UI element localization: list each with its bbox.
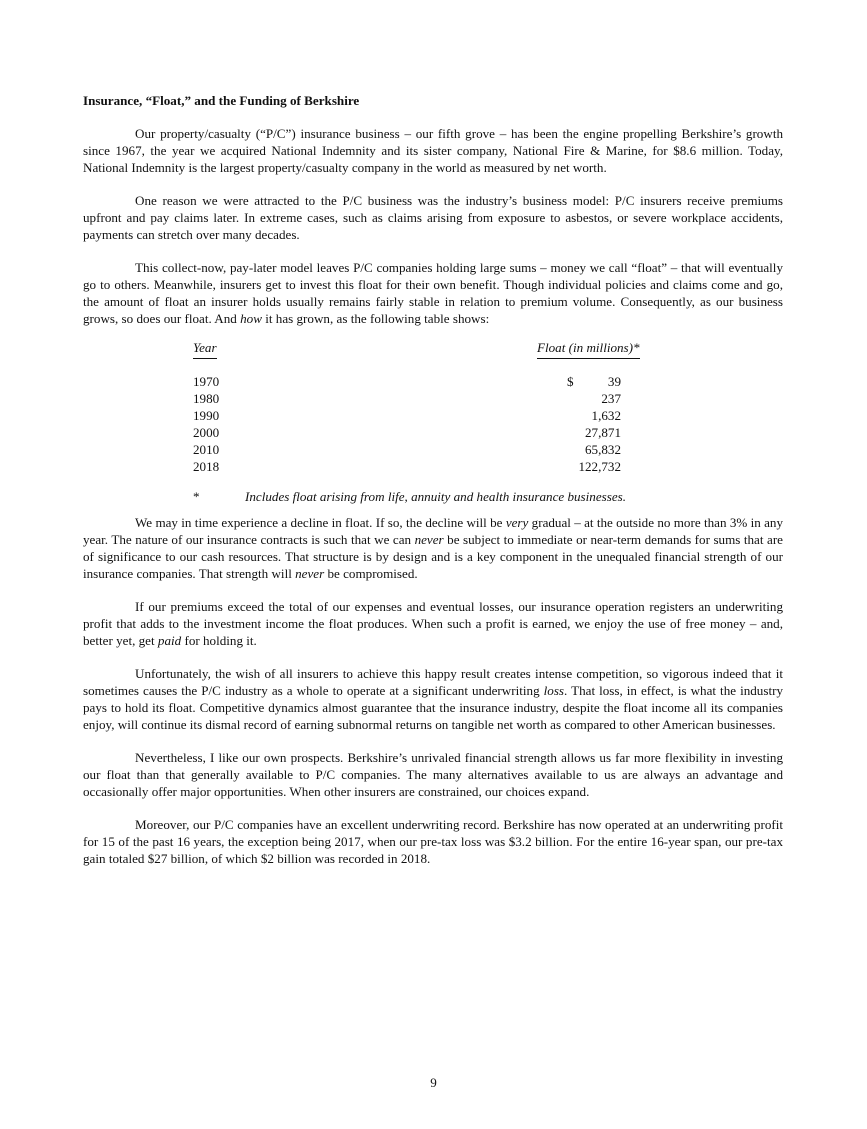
paragraph-8: Moreover, our P/C companies have an excellent underwriting record. Berkshire has now operated at an underwriting profit for 15 of the past 16 years, the exception being 2017, when our pre-tax loss was $3.2 billion. For the entire 16-year span, our pre-tax gain totaled $27 billion, of which $2 billion was recorded in 2018. <box>83 817 783 866</box>
year-cell: 1980 <box>193 391 220 406</box>
table-row <box>83 441 783 458</box>
float-cell: 27,871 <box>584 425 621 440</box>
table-row <box>83 373 783 390</box>
float-cell: 237 <box>601 391 621 406</box>
paragraph-4: We may in time experience a decline in float. If so, the decline will be very gradual – at the outside no more than 3% in any year. The nature of our insurance contracts is such that we can never be subject to immediate or near-term demands for sums that are of significance to our cash resources. That structure is by design and is a key component in the unequaled financial strength of our insurance companies. That strength will never be compromised. <box>83 515 783 581</box>
paragraph-1: Our property/casualty (“P/C”) insurance business – our fifth grove – has been the engine propelling Berkshire’s growth since 1967, the year we acquired National Indemnity and its sister company, National Fire & Marine, for $8.6 million. Today, National Indemnity is the largest property/casualty company in the world as measured by net worth. <box>83 126 783 175</box>
footnote-text: Includes float arising from life, annuity and health insurance businesses. <box>245 489 627 504</box>
document-body <box>83 92 783 883</box>
currency-symbol: $ <box>567 374 574 389</box>
section-heading: Insurance, “Float,” and the Funding of Berkshire <box>83 93 360 108</box>
float-cell: 122,732 <box>578 459 621 474</box>
year-cell: 2018 <box>193 459 220 474</box>
year-cell: 1970 <box>193 374 220 389</box>
float-cell: 1,632 <box>591 408 621 423</box>
paragraph-7: Nevertheless, I like our own prospects. Berkshire’s unrivaled financial strength allows us far more flexibility in investing our float than that generally available to P/C companies. The many alternatives available to us are always an advantage and occasionally offer major opportunities. When other insurers are constrained, our choices expand. <box>83 750 783 799</box>
paragraph-5: If our premiums exceed the total of our expenses and eventual losses, our insurance operation registers an underwriting profit that adds to the investment income the float produces. When such a profit is earned, we enjoy the use of free money – and, better yet, get paid for holding it. <box>83 599 783 648</box>
float-cell: 65,832 <box>584 442 621 457</box>
table-row <box>83 407 783 424</box>
float-cell: 39 <box>607 374 621 389</box>
paragraph-2: One reason we were attracted to the P/C business was the industry’s business model: P/C insurers receive premiums upfront and pay claims later. In extreme cases, such as claims arising from exposure to asbestos, or severe workplace accidents, payments can stretch over many decades. <box>83 193 783 242</box>
footnote-mark: * <box>193 489 200 504</box>
column-header-float: Float (in millions)* <box>537 339 640 359</box>
year-cell: 2000 <box>193 425 220 440</box>
paragraph-3: This collect-now, pay-later model leaves P/C companies holding large sums – money we call “float” – that will eventually go to others. Meanwhile, insurers get to invest this float for their own benefit. Though individual policies and claims come and go, the amount of float an insurer holds usually remains fairly stable in relation to premium volume. Consequently, as our business grows, so does our float. And how it has grown, as the following table shows: <box>83 260 783 326</box>
table-row <box>83 390 783 407</box>
year-cell: 1990 <box>193 408 220 423</box>
page-number: 9 <box>430 1075 437 1090</box>
table-footnote <box>83 488 783 505</box>
table-row <box>83 424 783 441</box>
table-row <box>83 458 783 475</box>
year-cell: 2010 <box>193 442 220 457</box>
column-header-year: Year <box>193 339 217 359</box>
float-table <box>83 339 783 514</box>
paragraph-6: Unfortunately, the wish of all insurers to achieve this happy result creates intense competition, so vigorous indeed that it sometimes causes the P/C industry as a whole to operate at a significant underwriting loss. That loss, in effect, is what the industry pays to hold its float. Competitive dynamics almost guarantee that the insurance industry, despite the float income all its companies enjoy, will continue its dismal record of earning subnormal returns on tangible net worth as compared to other American businesses. <box>83 666 783 732</box>
